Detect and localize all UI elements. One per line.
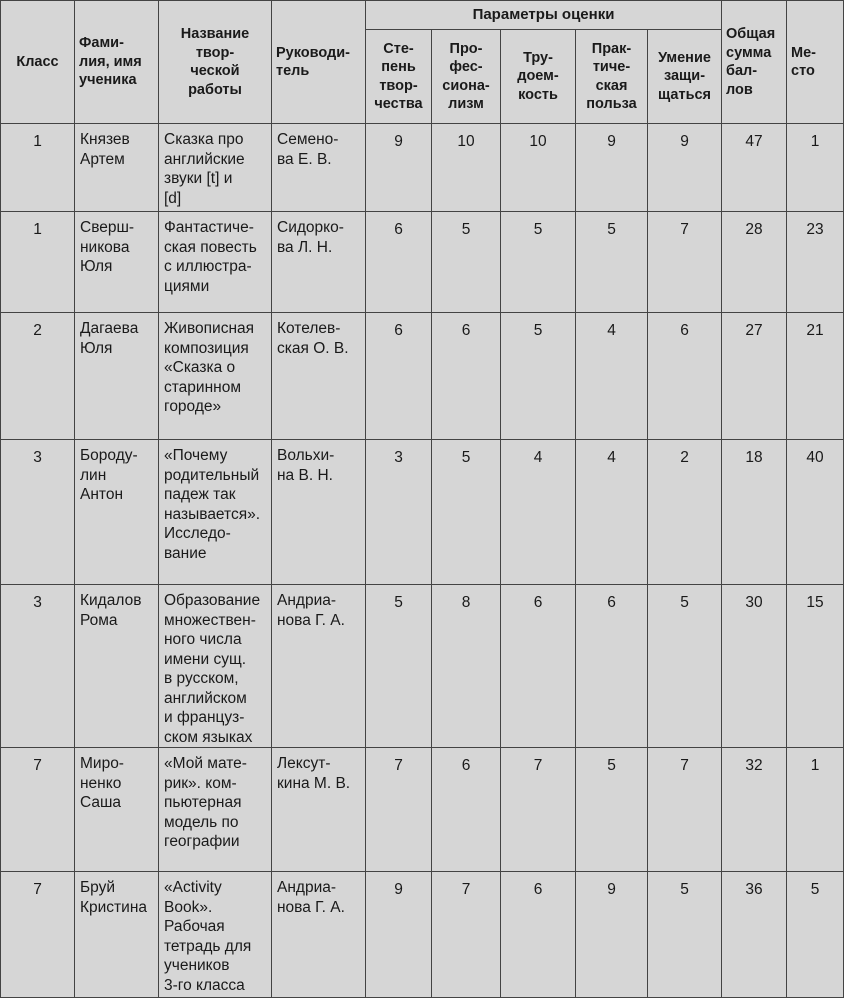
- cell-score: 7: [366, 748, 432, 872]
- cell-supervisor: Вольхи- на В. Н.: [272, 440, 366, 585]
- header-param-professionalism: Про- фес- сиона- лизм: [432, 30, 501, 124]
- cell-score: 4: [576, 440, 648, 585]
- cell-total: 18: [722, 440, 787, 585]
- cell-student: Миро- ненко Саша: [75, 748, 159, 872]
- header-param-usefulness: Прак- тиче- ская польза: [576, 30, 648, 124]
- cell-score: 9: [648, 124, 722, 212]
- cell-supervisor: Лексут- кина М. В.: [272, 748, 366, 872]
- table-row: [1, 440, 844, 585]
- cell-supervisor: Котелев- ская О. В.: [272, 313, 366, 440]
- cell-score: 9: [576, 872, 648, 998]
- cell-place: 1: [787, 124, 844, 212]
- cell-student: Дагаева Юля: [75, 313, 159, 440]
- cell-score: 7: [648, 212, 722, 313]
- cell-score: 6: [648, 313, 722, 440]
- cell-score: 6: [501, 872, 576, 998]
- cell-work: «Почему родительный падеж так называется». Исследо- вание: [159, 440, 272, 585]
- cell-class: 7: [1, 748, 75, 872]
- cell-score: 9: [576, 124, 648, 212]
- cell-score: 5: [576, 748, 648, 872]
- cell-score: 9: [366, 124, 432, 212]
- header-param-defense: Умение защи- щаться: [648, 30, 722, 124]
- cell-score: 9: [366, 872, 432, 998]
- cell-work: «Activity Book». Рабочая тетрадь для учеников 3-го класса: [159, 872, 272, 998]
- cell-score: 10: [432, 124, 501, 212]
- cell-class: 3: [1, 585, 75, 748]
- cell-score: 7: [648, 748, 722, 872]
- cell-class: 7: [1, 872, 75, 998]
- cell-score: 7: [432, 872, 501, 998]
- cell-score: 6: [432, 313, 501, 440]
- header-student: Фами- лия, имя ученика: [75, 1, 159, 124]
- cell-score: 5: [576, 212, 648, 313]
- cell-score: 3: [366, 440, 432, 585]
- cell-score: 5: [648, 585, 722, 748]
- header-total: Общая сумма бал- лов: [722, 1, 787, 124]
- cell-work: Фантастиче- ская повесть с иллюстра- циями: [159, 212, 272, 313]
- cell-score: 5: [432, 440, 501, 585]
- cell-score: 6: [366, 212, 432, 313]
- cell-student: Сверш- никова Юля: [75, 212, 159, 313]
- cell-student: Князев Артем: [75, 124, 159, 212]
- cell-score: 5: [501, 212, 576, 313]
- cell-score: 10: [501, 124, 576, 212]
- table-row: [1, 212, 844, 313]
- cell-score: 5: [366, 585, 432, 748]
- cell-class: 1: [1, 124, 75, 212]
- cell-supervisor: Андриа- нова Г. А.: [272, 872, 366, 998]
- table-row: [1, 585, 844, 748]
- cell-score: 6: [432, 748, 501, 872]
- cell-work: Живописная композиция «Сказка о старинном городе»: [159, 313, 272, 440]
- cell-student: Бороду- лин Антон: [75, 440, 159, 585]
- cell-score: 8: [432, 585, 501, 748]
- cell-score: 6: [576, 585, 648, 748]
- cell-total: 32: [722, 748, 787, 872]
- cell-score: 5: [501, 313, 576, 440]
- table-row: [1, 872, 844, 998]
- cell-place: 40: [787, 440, 844, 585]
- cell-supervisor: Сидорко- ва Л. Н.: [272, 212, 366, 313]
- cell-class: 1: [1, 212, 75, 313]
- cell-place: 23: [787, 212, 844, 313]
- cell-total: 30: [722, 585, 787, 748]
- cell-score: 5: [648, 872, 722, 998]
- header-param-labor: Тру- доем- кость: [501, 30, 576, 124]
- cell-work: Сказка про английские звуки [t] и [d]: [159, 124, 272, 212]
- header-evaluation-parameters: Параметры оценки: [366, 1, 722, 30]
- cell-supervisor: Андриа- нова Г. А.: [272, 585, 366, 748]
- table-row: [1, 313, 844, 440]
- cell-total: 27: [722, 313, 787, 440]
- cell-score: 6: [501, 585, 576, 748]
- header-class: Класс: [1, 1, 75, 124]
- cell-student: Кидалов Рома: [75, 585, 159, 748]
- cell-supervisor: Семено- ва Е. В.: [272, 124, 366, 212]
- header-place: Ме- сто: [787, 1, 844, 124]
- cell-total: 47: [722, 124, 787, 212]
- table-row: [1, 124, 844, 212]
- cell-class: 2: [1, 313, 75, 440]
- cell-place: 1: [787, 748, 844, 872]
- header-work: Название твор- ческой работы: [159, 1, 272, 124]
- table-row: [1, 748, 844, 872]
- cell-work: «Мой мате- рик». ком- пьютерная модель по географии: [159, 748, 272, 872]
- cell-score: 5: [432, 212, 501, 313]
- cell-total: 28: [722, 212, 787, 313]
- cell-score: 4: [576, 313, 648, 440]
- cell-score: 7: [501, 748, 576, 872]
- cell-score: 2: [648, 440, 722, 585]
- header-supervisor: Руководи- тель: [272, 1, 366, 124]
- cell-class: 3: [1, 440, 75, 585]
- cell-place: 15: [787, 585, 844, 748]
- cell-student: Бруй Кристина: [75, 872, 159, 998]
- cell-score: 4: [501, 440, 576, 585]
- cell-place: 5: [787, 872, 844, 998]
- cell-place: 21: [787, 313, 844, 440]
- cell-work: Образование множествен- ного числа имени сущ. в русском, английском и француз- ском языках: [159, 585, 272, 748]
- header-param-creativity: Сте- пень твор- чества: [366, 30, 432, 124]
- cell-score: 6: [366, 313, 432, 440]
- cell-total: 36: [722, 872, 787, 998]
